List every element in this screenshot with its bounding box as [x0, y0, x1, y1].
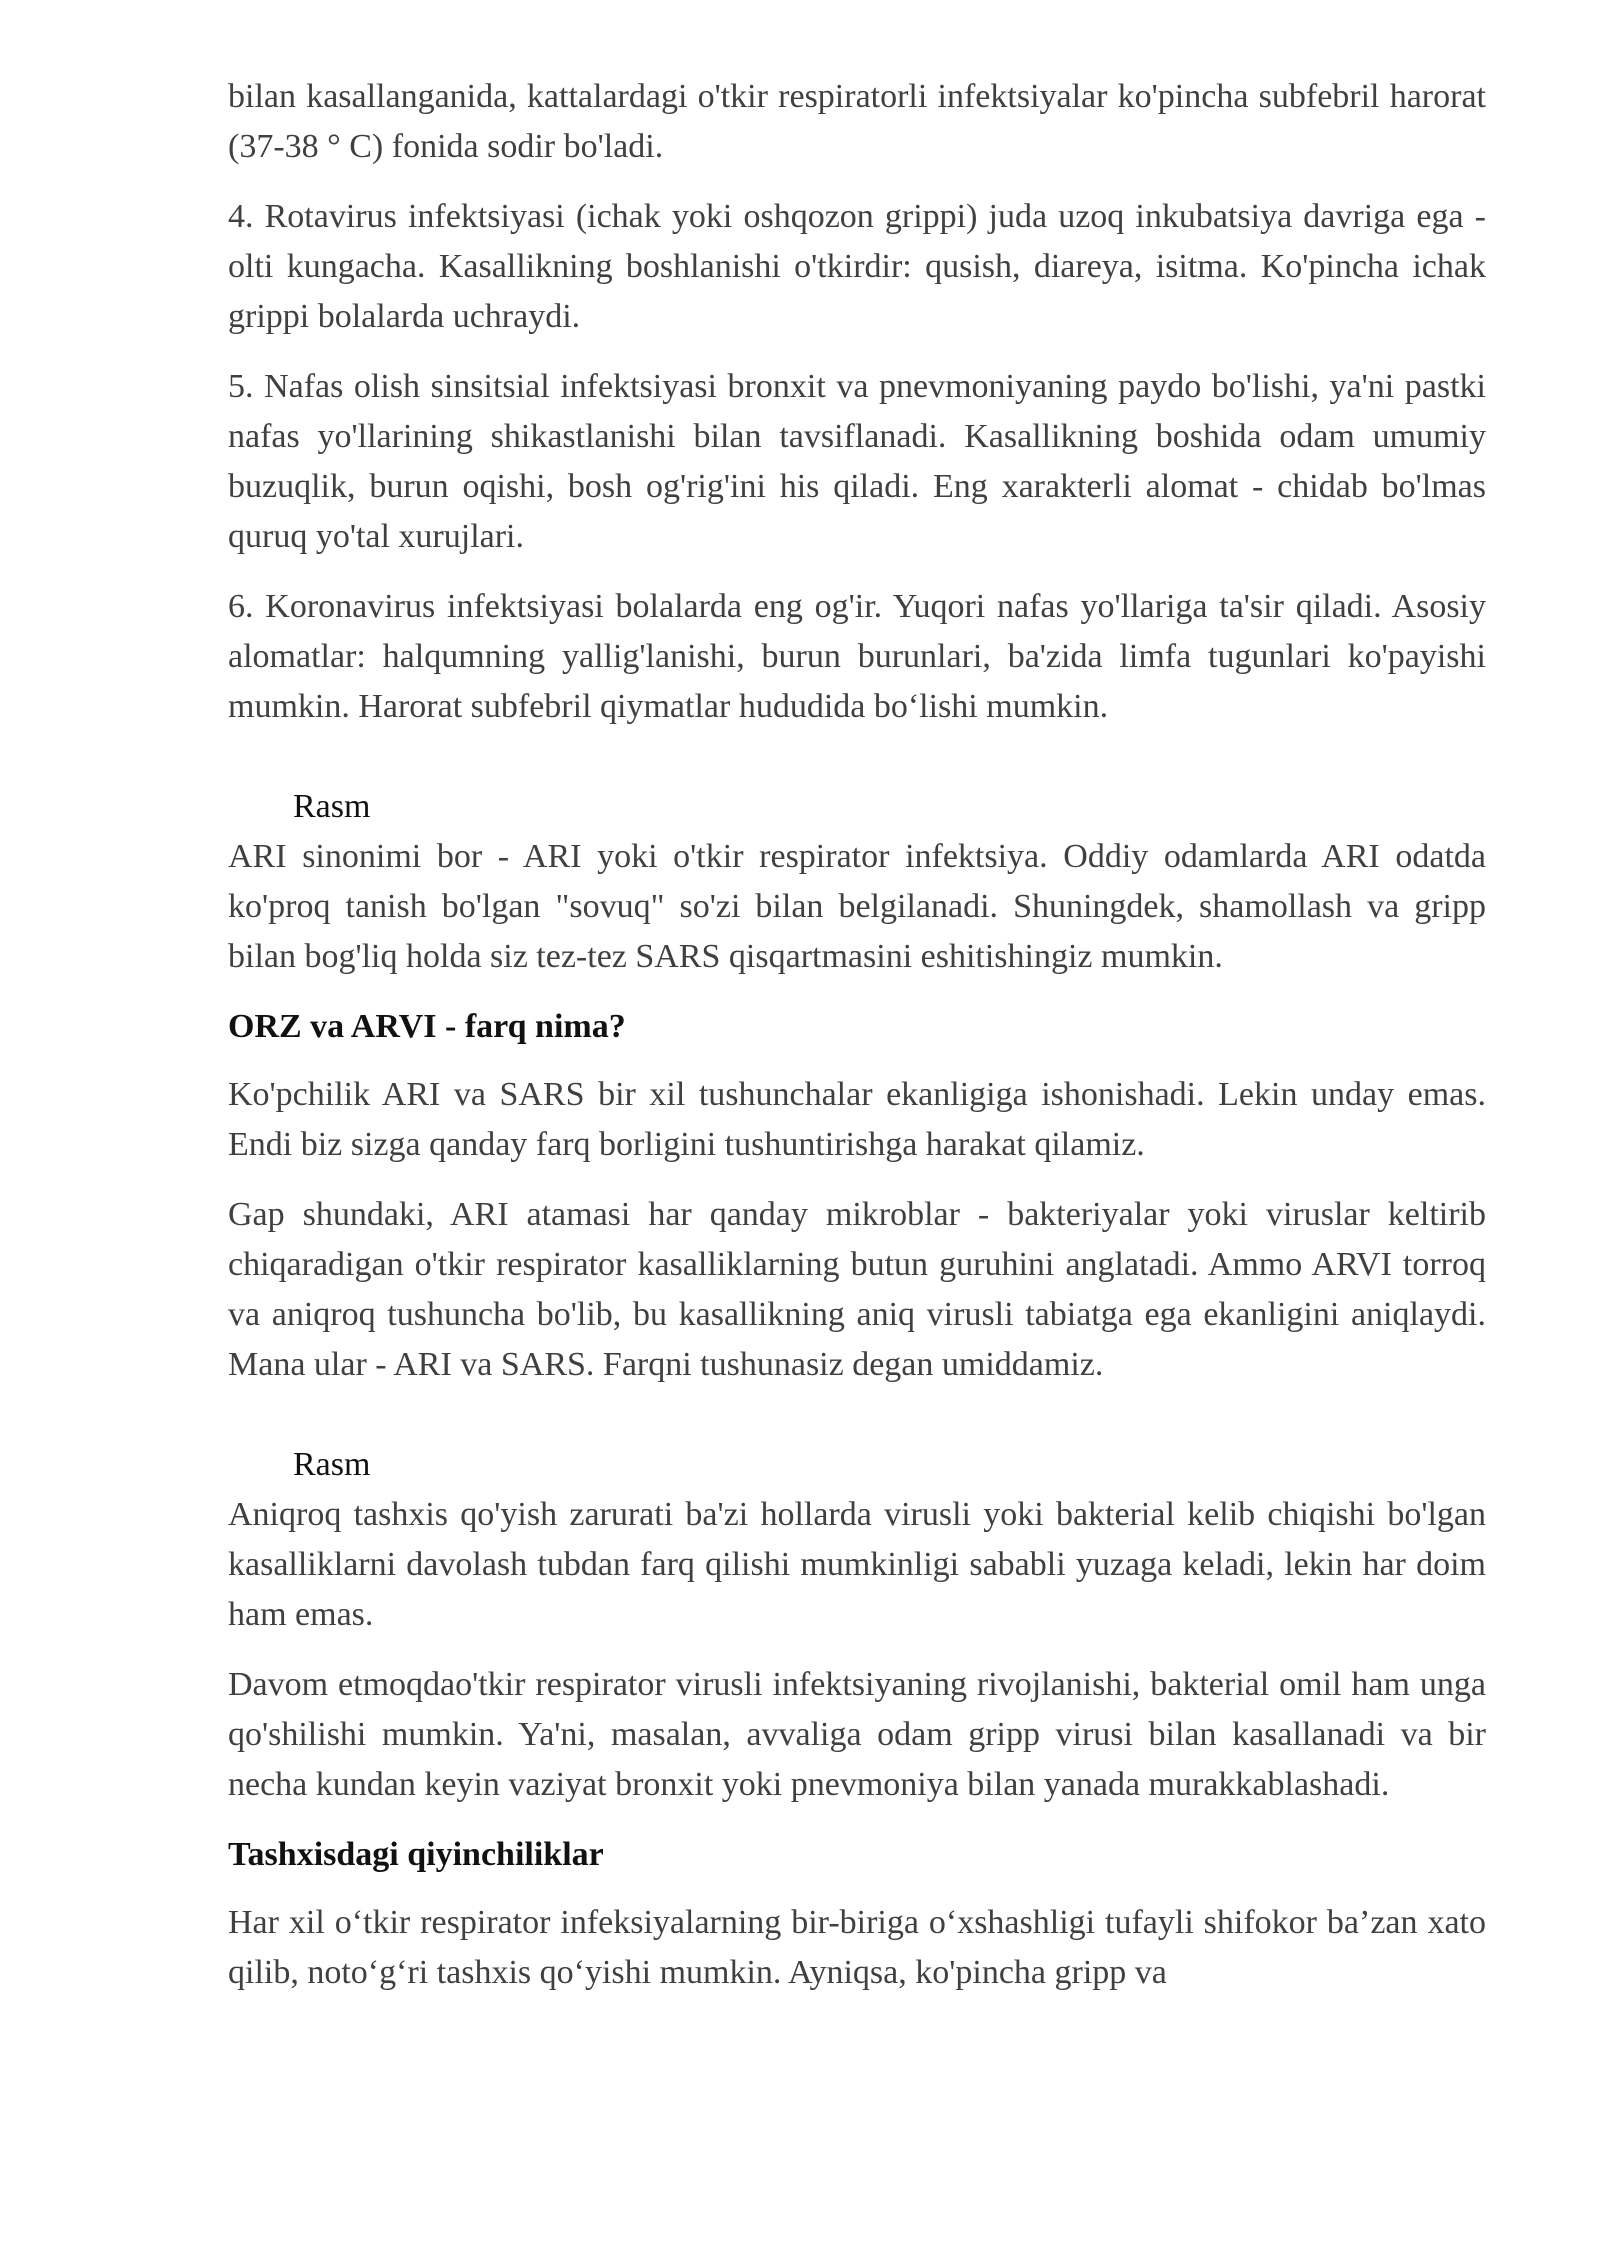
paragraph-misdiagnosis: Har xil o‘tkir respirator infeksiyalarning bir-biriga o‘xshashligi tufayli shifokor ba’zan xato qilib, noto‘g‘ri tashxis qo‘yishi mumkin. Ayniqsa, ko'pincha gripp va: [228, 1904, 1486, 1991]
document-page: [228, 72, 1486, 2018]
paragraph-bacterial-factor: Davom etmoqdao'tkir respirator virusli infektsiyaning rivojlanishi, bakterial omil ham unga qo'shilishi mumkin. Ya'ni, masalan, avvaliga odam gripp virusi bilan kasallanadi va bir necha kundan keyin vaziyat bronxit yoki pnevmoniya bilan yanada murakkablashadi.: [228, 1666, 1486, 1803]
paragraph-fever-adults: bilan kasallanganida, kattalardagi o'tkir respiratorli infektsiyalar ko'pincha subfebril harorat (37-38 ° C) fonida sodir bo'ladi.: [228, 78, 1486, 165]
section-heading-diagnosis-difficulties: Tashxisdagi qiyinchiliklar: [228, 1836, 604, 1873]
section-heading-orz-arvi: ORZ va ARVI - farq nima?: [228, 1008, 626, 1045]
paragraph-coronavirus: 6. Koronavirus infektsiyasi bolalarda eng og'ir. Yuqori nafas yo'llariga ta'sir qiladi. Asosiy alomatlar: halqumning yallig'lanishi, burun burunlari, ba'zida limfa tugunlari ko'payishi mumkin. Harorat subfebril qiymatlar hududida bo‘lishi mumkin.: [228, 588, 1486, 725]
figure-caption-2: Rasm: [293, 1446, 371, 1483]
paragraph-precise-diagnosis: Aniqroq tashxis qo'yish zarurati ba'zi hollarda virusli yoki bakterial kelib chiqishi bo'lgan kasalliklarni davolash tubdan farq qilishi mumkinligi sababli yuzaga keladi, lekin har doim ham emas.: [228, 1496, 1486, 1633]
paragraph-ari-synonym: ARI sinonimi bor - ARI yoki o'tkir respirator infektsiya. Oddiy odamlarda ARI odatda ko'proq tanish bo'lgan "sovuq" so'zi bilan belgilanadi. Shuningdek, shamollash va gripp bilan bog'liq holda siz tez-tez SARS qisqartmasini eshitishingiz mumkin.: [228, 838, 1486, 975]
paragraph-ari-term-meaning: Gap shundaki, ARI atamasi har qanday mikroblar - bakteriyalar yoki viruslar keltirib chiqaradigan o'tkir respirator kasalliklarning butun guruhini anglatadi. Ammo ARVI torroq va aniqroq tushuncha bo'lib, bu kasallikning aniq virusli tabiatga ega ekanligini aniqlaydi. Mana ular - ARI va SARS. Farqni tushunasiz degan umiddamiz.: [228, 1196, 1486, 1383]
paragraph-respiratory-syncytial: 5. Nafas olish sinsitsial infektsiyasi bronxit va pnevmoniyaning paydo bo'lishi, ya'ni pastki nafas yo'llarining shikastlanishi bilan tavsiflanadi. Kasallikning boshida odam umumiy buzuqlik, burun oqishi, bosh og'rig'ini his qiladi. Eng xarakterli alomat - chidab bo'lmas quruq yo'tal xurujlari.: [228, 368, 1486, 555]
paragraph-rotavirus: 4. Rotavirus infektsiyasi (ichak yoki oshqozon grippi) juda uzoq inkubatsiya davriga ega - olti kungacha. Kasallikning boshlanishi o'tkirdir: qusish, diareya, isitma. Ko'pincha ichak grippi bolalarda uchraydi.: [228, 198, 1486, 335]
figure-caption-1: Rasm: [293, 788, 371, 825]
paragraph-ari-sars-belief: Ko'pchilik ARI va SARS bir xil tushunchalar ekanligiga ishonishadi. Lekin unday emas. Endi biz sizga qanday farq borligini tushuntirishga harakat qilamiz.: [228, 1076, 1486, 1163]
